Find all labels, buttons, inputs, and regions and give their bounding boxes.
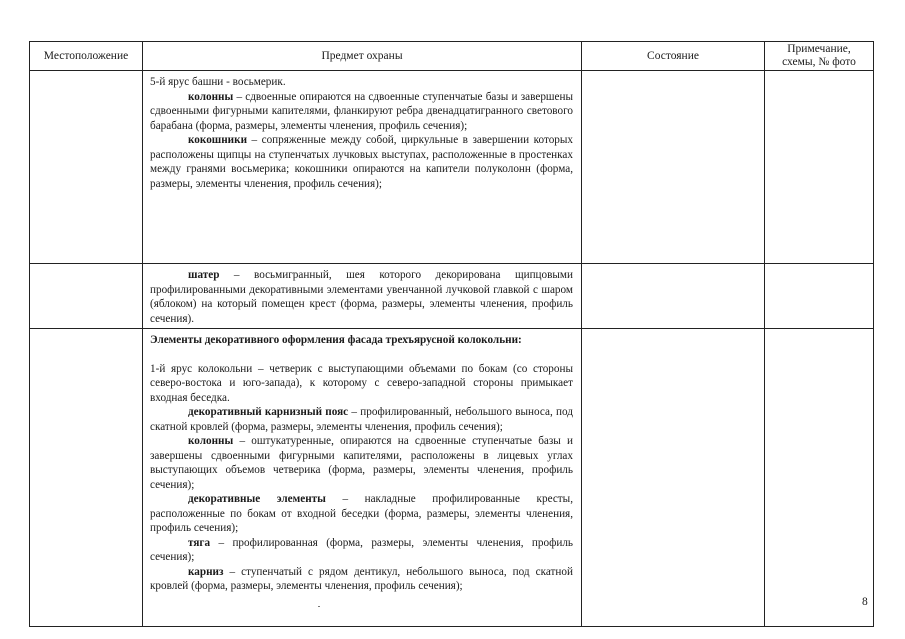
item-term: декоративные элементы xyxy=(188,493,326,505)
item-paragraph xyxy=(150,133,573,191)
tier-title: 5-й ярус башни - восьмерик. xyxy=(150,76,286,88)
table-row xyxy=(30,71,874,264)
page-number: 8 xyxy=(862,596,868,608)
subject-cell xyxy=(143,71,582,264)
header-note xyxy=(765,42,874,71)
header-condition: Состояние xyxy=(582,42,765,71)
protection-table xyxy=(29,41,874,627)
item-paragraph xyxy=(150,434,573,492)
item-text: – сопряженные между собой, циркульные в завершении которых расположены щипцы на ступенчатых лучковых выступах, расположенные в простенках между гранями восьмерика; кокошники опираются на капители полуколонн (форма, размеры, элементы членения, профиль сечения); xyxy=(150,134,573,190)
item-paragraph xyxy=(150,90,573,134)
item-term: шатер xyxy=(188,269,220,281)
note-cell xyxy=(765,264,874,329)
item-term: колонны xyxy=(188,435,234,447)
item-paragraph xyxy=(150,536,573,565)
item-text: – профилированная (форма, размеры, элементы членения, профиль сечения); xyxy=(150,536,573,563)
table-row xyxy=(30,264,874,329)
location-cell xyxy=(30,264,143,329)
tier-intro: 1-й ярус колокольни – четверик с выступающими объемами по бокам (со стороны северо-востока и юго-запада), к которому с северо-западной стороны примыкает входная беседка. xyxy=(150,362,573,404)
note-cell xyxy=(765,71,874,264)
scan-speck xyxy=(318,606,320,607)
table-row xyxy=(30,329,874,627)
header-location: Местоположение xyxy=(30,42,143,71)
item-paragraph xyxy=(150,492,573,536)
section-heading: Элементы декоративного оформления фасада трехъярусной колокольни: xyxy=(150,334,522,346)
location-cell xyxy=(30,71,143,264)
item-paragraph xyxy=(150,405,573,434)
item-text: – профилированный, небольшого выноса, под скатной кровлей (форма, размеры, элементы членения, профиль сечения); xyxy=(150,406,574,433)
table-header-row xyxy=(30,42,874,71)
condition-cell xyxy=(582,264,765,329)
item-term: колонны xyxy=(188,90,234,103)
item-term: тяга xyxy=(188,536,211,549)
item-text: – ступенчатый с рядом дентикул, небольшого выноса, под скатной кровлей (форма, размеры, элементы членения, профиль сечения); xyxy=(150,565,573,592)
item-term: декоративный карнизный пояс xyxy=(188,406,349,418)
condition-cell xyxy=(582,329,765,627)
item-term: кокошники xyxy=(188,134,248,146)
item-text: – сдвоенные опираются на сдвоенные ступенчатые базы и завершены сдвоенными фигурными капителями, фланкируют ребра двенадцатигранного светового барабана (форма, размеры, элементы членения, профиль сечения); xyxy=(150,90,573,132)
blank-line xyxy=(150,348,573,362)
header-note-line2: схемы, № фото xyxy=(782,56,856,68)
note-cell xyxy=(765,329,874,627)
item-text: – накладные профилированные кресты, расположенные по бокам от входной беседки (форма, размеры, элементы членения, профиль сечения); xyxy=(150,493,573,534)
subject-cell xyxy=(143,329,582,627)
subject-cell xyxy=(143,264,582,329)
condition-cell xyxy=(582,71,765,264)
item-paragraph xyxy=(150,268,573,326)
item-paragraph xyxy=(150,565,573,594)
item-text: – восьмигранный, шея которого декорирована щипцовыми профилированными декоративными элементами увенчанной лучковой главкой с шаром (яблоком) на который помещен крест (форма, размеры, элементы членения, профиль сечения). xyxy=(150,269,573,325)
location-cell xyxy=(30,329,143,627)
header-subject: Предмет охраны xyxy=(143,42,582,71)
item-text: – оштукатуренные, опираются на сдвоенные ступенчатые базы и завершены сдвоенными фигурными капителями, расположены в лицевых углах выступающих объемов четверика (форма, размеры, элементы членения, профиль сечения); xyxy=(150,435,573,491)
item-term: карниз xyxy=(188,565,224,578)
header-note-line1: Примечание, xyxy=(787,43,851,55)
